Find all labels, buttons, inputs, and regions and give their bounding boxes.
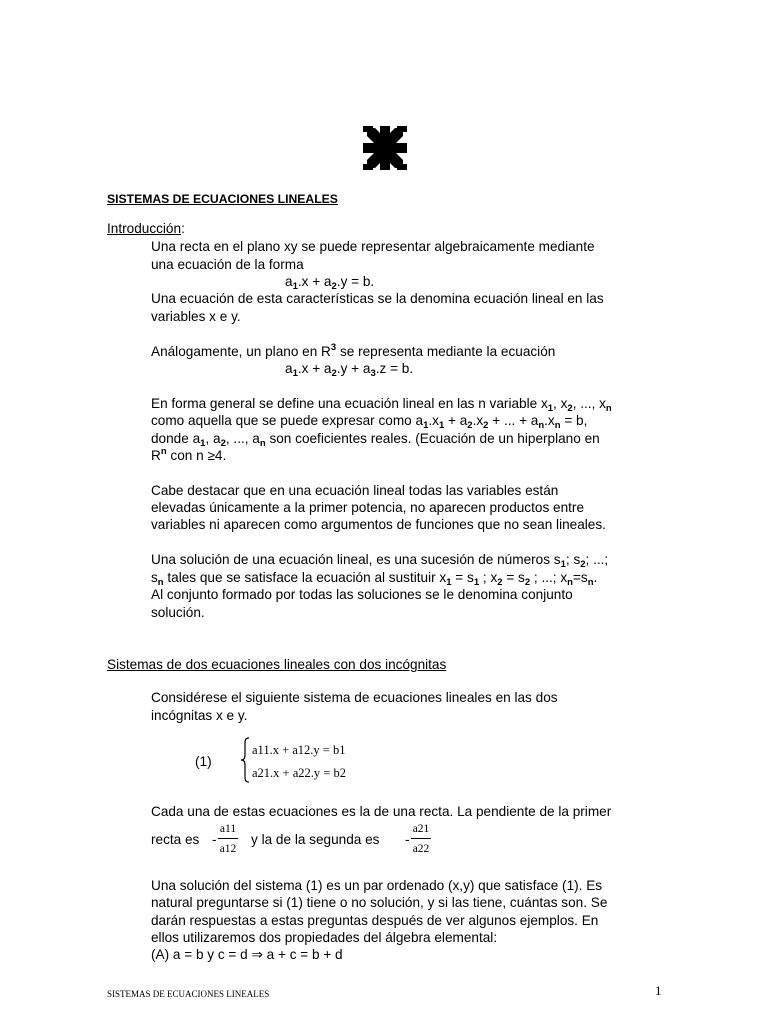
- fraction-denominator: a22: [412, 843, 430, 855]
- utn-logo-icon: [361, 124, 409, 172]
- fraction-bar: [411, 838, 431, 839]
- intro-line-3: Una ecuación de esta características se la denomina ecuación lineal en las: [151, 291, 604, 306]
- slope-text-1: recta es: [151, 832, 200, 847]
- document-title: SISTEMAS DE ECUACIONES LINEALES: [107, 192, 338, 206]
- property-a: (A) a = b y c = d ⇒ a + c = b + d: [151, 947, 343, 962]
- general-line-1: En forma general se define una ecuación lineal en las n variable $x_1$, $x_2$, ..., $x_n$: [151, 396, 612, 414]
- fraction-bar: [218, 838, 238, 839]
- fraction-denominator: a12: [219, 843, 237, 855]
- solution-line-4: solución.: [151, 605, 205, 620]
- system-equation-1: a11.x + a12.y = b1: [252, 743, 346, 757]
- note-line-3: variables ni aparecen como argumentos de funciones que no sean lineales.: [151, 517, 606, 532]
- system-label: (1): [195, 754, 212, 769]
- minus-sign: -: [212, 832, 217, 847]
- slope-fraction-2: [411, 822, 431, 856]
- solution-para-2: natural preguntarse si (1) tiene o no solución, y si las tiene, cuántas son. Se: [151, 895, 608, 910]
- solution-para-1: Una solución del sistema (1) es un par ordenado (x,y) que satisface (1). Es: [151, 878, 603, 893]
- system-equation-2: a21.x + a22.y = b2: [252, 766, 346, 780]
- system-intro-1: Considérese el siguiente sistema de ecuaciones lineales en las dos: [151, 690, 558, 705]
- solution-line-1: Una solución de una ecuación lineal, es una sucesión de números $s_1$; $s_2$; ...;: [151, 552, 609, 570]
- equation-line: $a_1.x + a_2.y = b$.: [285, 274, 375, 292]
- slope-line-1: Cada una de estas ecuaciones es la de una recta. La pendiente de la primer: [151, 804, 612, 819]
- footer-title: SISTEMAS DE ECUACIONES LINEALES: [107, 989, 270, 999]
- general-line-2: como aquella que se puede expresar como $a_1.x_1 + a_2.x_2$ + ... + $a_n.x_n = b$,: [151, 413, 588, 431]
- note-line-1: Cabe destacar que en una ecuación lineal todas las variables están: [151, 483, 559, 498]
- solution-line-3: Al conjunto formado por todas las soluciones se le denomina conjunto: [151, 587, 573, 602]
- plane-equation: $a_1.x + a_2.y + a_3.z = b$.: [285, 361, 414, 379]
- section-heading: Sistemas de dos ecuaciones lineales con dos incógnitas: [107, 657, 447, 672]
- general-line-4: $R^n$ con n ≥4.: [151, 446, 227, 463]
- slope-fraction-1: [218, 822, 238, 856]
- general-line-3: donde $a_1$, $a_2$, ..., $a_n$ son coeficientes reales. (Ecuación de un hiperplano en: [151, 431, 600, 449]
- plane-line: Análogamente, un plano en $R^3$ se representa mediante la ecuación: [151, 342, 556, 359]
- slope-text-2: y la de la segunda es: [251, 832, 380, 847]
- system-intro-2: incógnitas x e y.: [151, 708, 248, 723]
- solution-para-3: darán respuestas a estas preguntas después de ver algunos ejemplos. En: [151, 913, 599, 928]
- solution-para-4: ellos utilizaremos dos propiedades del álgebra elemental:: [151, 930, 498, 945]
- solution-line-2: $s_n$ tales que se satisface la ecuación al sustituir $x_1 = s_1$ ; $x_2 = s_2$ ; ...; $x_n=s_n$.: [151, 570, 598, 588]
- intro-line-2: una ecuación de la forma: [151, 257, 304, 272]
- intro-line-4: variables x e y.: [151, 309, 241, 324]
- fraction-numerator: a11: [219, 823, 237, 835]
- fraction-numerator: a21: [412, 823, 430, 835]
- intro-heading: Introducción:: [107, 221, 185, 236]
- minus-sign: -: [405, 832, 410, 847]
- intro-line-1: Una recta en el plano xy se puede representar algebraicamente mediante: [151, 239, 595, 254]
- page-number: 1: [655, 983, 662, 998]
- brace-icon: [240, 737, 250, 783]
- note-line-2: elevadas únicamente a la primer potencia, no aparecen productos entre: [151, 500, 585, 515]
